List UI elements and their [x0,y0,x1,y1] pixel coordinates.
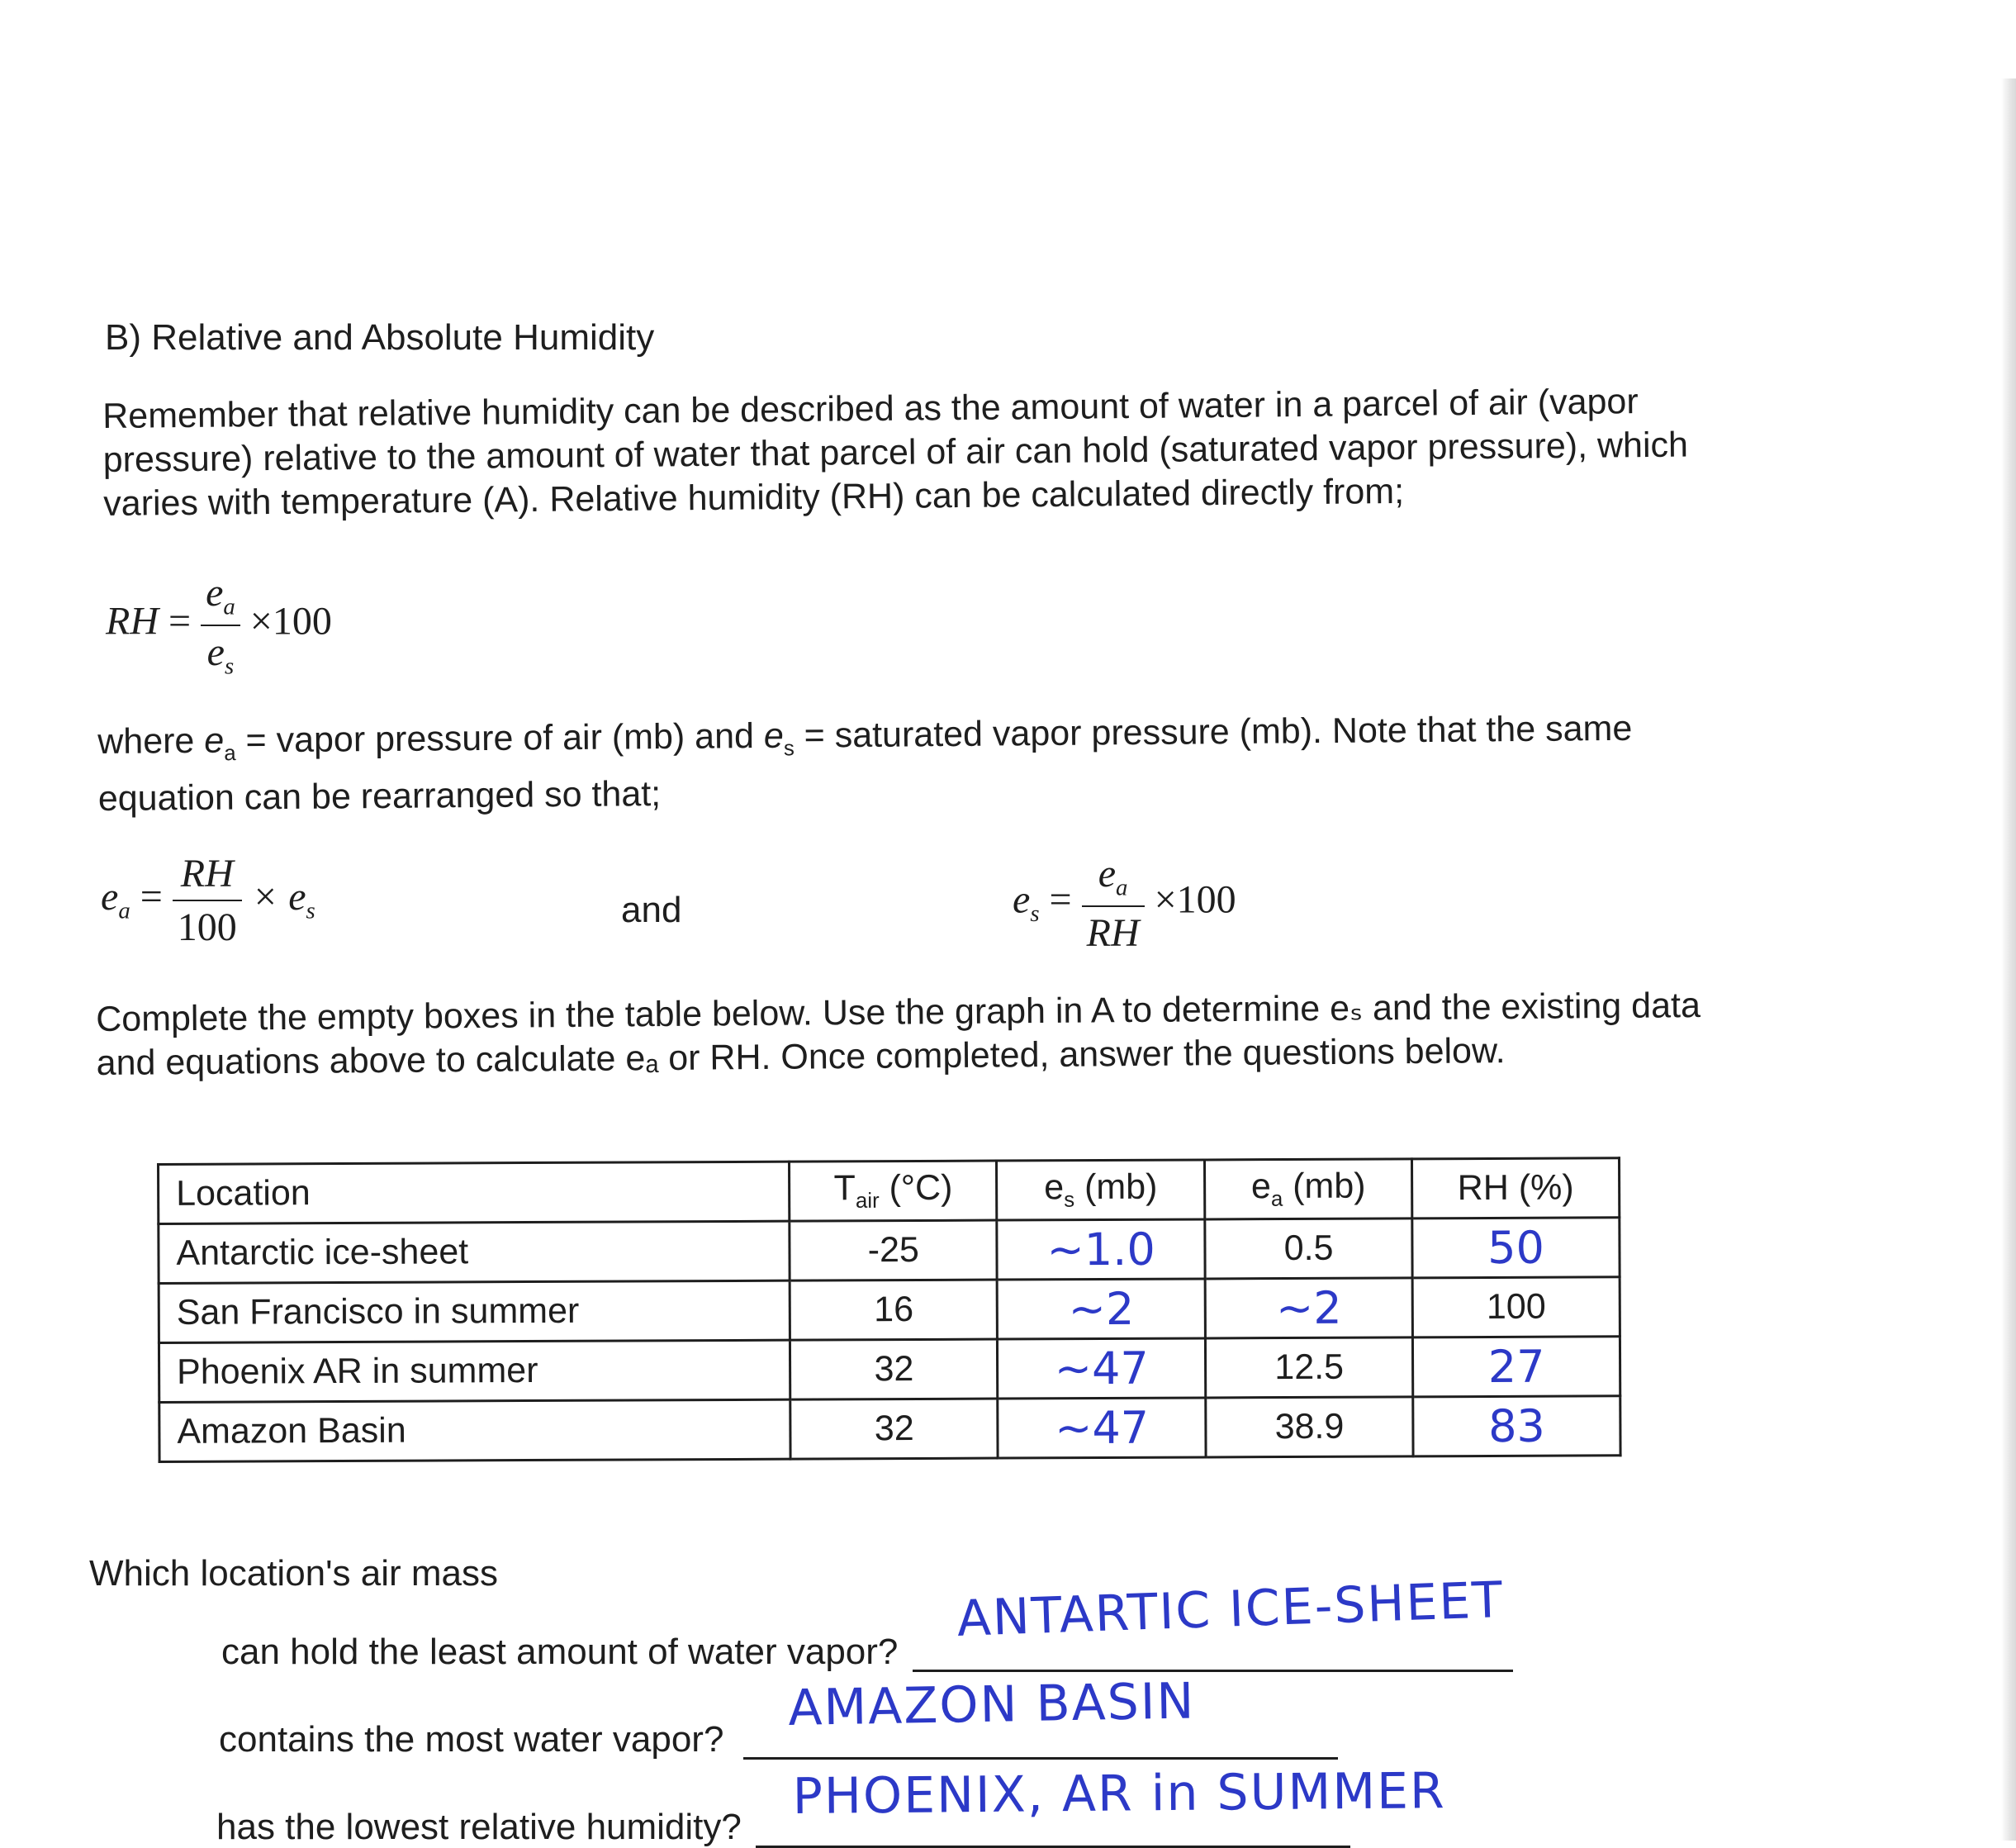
cell-es-handwritten[interactable]: ~47 [998,1398,1206,1458]
table-row [159,1396,1620,1462]
equation-vapor-pressure [101,851,315,950]
header-tair-unit: (°C) [879,1168,953,1209]
eq-es-fraction [1082,851,1145,956]
question-3-prompt: has the lowest relative humidity? [216,1807,742,1847]
instructions-paragraph [96,982,1848,1085]
answer-2-handwritten[interactable]: AMAZON BASIN [787,1672,1196,1737]
cell-ea-handwritten[interactable]: ~2 [1205,1278,1412,1338]
cell-tair: 16 [790,1280,998,1340]
eq-rh-multiplier: ×100 [249,599,332,644]
intro-paragraph [102,379,1755,526]
eq-ea-lhs-sub: a [118,897,130,924]
equation-saturated-vapor-pressure [1013,851,1236,956]
header-tair-sub: air [855,1189,880,1214]
cell-es-handwritten[interactable]: ~47 [998,1338,1206,1399]
eq-rh-lhs: RH [106,599,159,644]
cell-tair: 32 [790,1339,998,1399]
header-ea-main: e [1250,1166,1271,1207]
eq-es-num: e [1098,852,1117,895]
and-label: and [621,890,682,930]
eq-rh-den-sub: s [224,653,235,680]
instructions-line-2: and equations above to calculate eₐ or RH. Once completed, answer the questions below. [96,1031,1506,1083]
cell-rh-handwritten[interactable]: 50 [1412,1218,1620,1278]
eq-rh-fraction [201,570,240,680]
eq-es-num-sub: a [1116,874,1128,901]
eq-es-equals: = [1049,877,1072,922]
eq-ea-lhs: e [101,875,119,919]
ea-definition: = vapor pressure of air (mb) and [235,715,765,761]
header-es-unit: (mb) [1074,1166,1158,1208]
header-rh: RH (%) [1412,1158,1620,1219]
cell-es-handwritten[interactable]: ~2 [997,1279,1205,1339]
where-prefix: where [97,720,205,762]
header-location: Location [159,1162,790,1223]
cell-ea: 12.5 [1205,1337,1412,1398]
cell-rh-handwritten[interactable]: 83 [1413,1396,1620,1456]
cell-es-handwritten[interactable]: ~1.0 [997,1219,1205,1280]
table-row [159,1337,1620,1403]
header-tair-main: T [833,1168,856,1209]
answer-1-handwritten[interactable]: ANTARTIC ICE-SHEET [956,1570,1506,1648]
where-paragraph [97,706,1750,821]
question-1-prompt: can hold the least amount of water vapor? [221,1632,899,1672]
header-es-sub: s [1064,1188,1075,1213]
cell-tair: 32 [790,1399,998,1459]
cell-tair: -25 [790,1220,997,1280]
eq-rh-equals: = [168,599,192,644]
question-2-prompt: contains the most water vapor? [219,1719,724,1760]
eq-ea-multiplier: × e [251,875,306,919]
answer-line-2 [743,1757,1338,1760]
cell-location: Amazon Basin [159,1399,791,1461]
table-row [159,1218,1620,1284]
cell-location: Phoenix AR in summer [159,1340,790,1402]
answer-line-1 [913,1670,1513,1672]
eq-es-lhs: e [1013,877,1031,922]
questions-intro: Which location's air mass [89,1553,498,1594]
es-symbol: e [763,715,784,756]
eq-rh-num: e [206,571,224,615]
ea-symbol-sub: a [224,742,236,766]
equation-relative-humidity [106,570,332,680]
ea-symbol: e [204,720,225,761]
eq-ea-num: RH [173,851,242,901]
eq-rh-num-sub: a [223,593,235,620]
eq-ea-equals: = [140,875,163,919]
header-ea-unit: (mb) [1283,1166,1366,1207]
where-line-2: equation can be rearranged so that; [97,773,662,819]
es-definition: = saturated vapor pressure (mb). Note that the same [794,708,1633,756]
table-header-row [159,1158,1620,1224]
answer-3-handwritten[interactable]: PHOENIX, AR in SUMMER [792,1762,1446,1826]
eq-ea-multiplier-sub: s [306,897,315,924]
header-ea-sub: a [1270,1187,1283,1211]
header-es [997,1160,1205,1220]
cell-ea: 38.9 [1206,1397,1413,1457]
header-tair [790,1161,997,1221]
eq-es-den: RH [1086,910,1140,955]
eq-es-multiplier: ×100 [1154,877,1236,922]
header-es-main: e [1044,1167,1065,1208]
humidity-table [157,1157,1622,1463]
intro-line-3: varies with temperature (A). Relative humidity (RH) can be calculated directly from; [103,471,1405,524]
cell-location: Antarctic ice-sheet [159,1221,790,1283]
instructions-line-1: Complete the empty boxes in the table below. Use the graph in A to determine eₛ and the existing data [96,986,1701,1039]
intro-line-1: Remember that relative humidity can be described as the amount of water in a parcel of air (vapor [102,382,1639,436]
intro-line-2: pressure) relative to the amount of water that parcel of air can hold (saturated vapor pressure), which [102,425,1689,480]
eq-rh-den: e [206,629,225,674]
cell-location: San Francisco in summer [159,1280,790,1342]
cell-rh-handwritten[interactable]: 27 [1413,1337,1620,1397]
eq-ea-fraction [173,851,242,950]
table-row [159,1277,1620,1343]
section-heading: B) Relative and Absolute Humidity [105,317,655,358]
eq-es-lhs-sub: s [1030,900,1040,927]
eq-ea-den: 100 [177,905,237,949]
cell-rh: 100 [1412,1277,1620,1337]
page-edge-shadow [2001,78,2016,1841]
header-ea [1205,1159,1412,1219]
es-symbol-sub: s [783,737,795,761]
cell-ea: 0.5 [1205,1219,1412,1279]
